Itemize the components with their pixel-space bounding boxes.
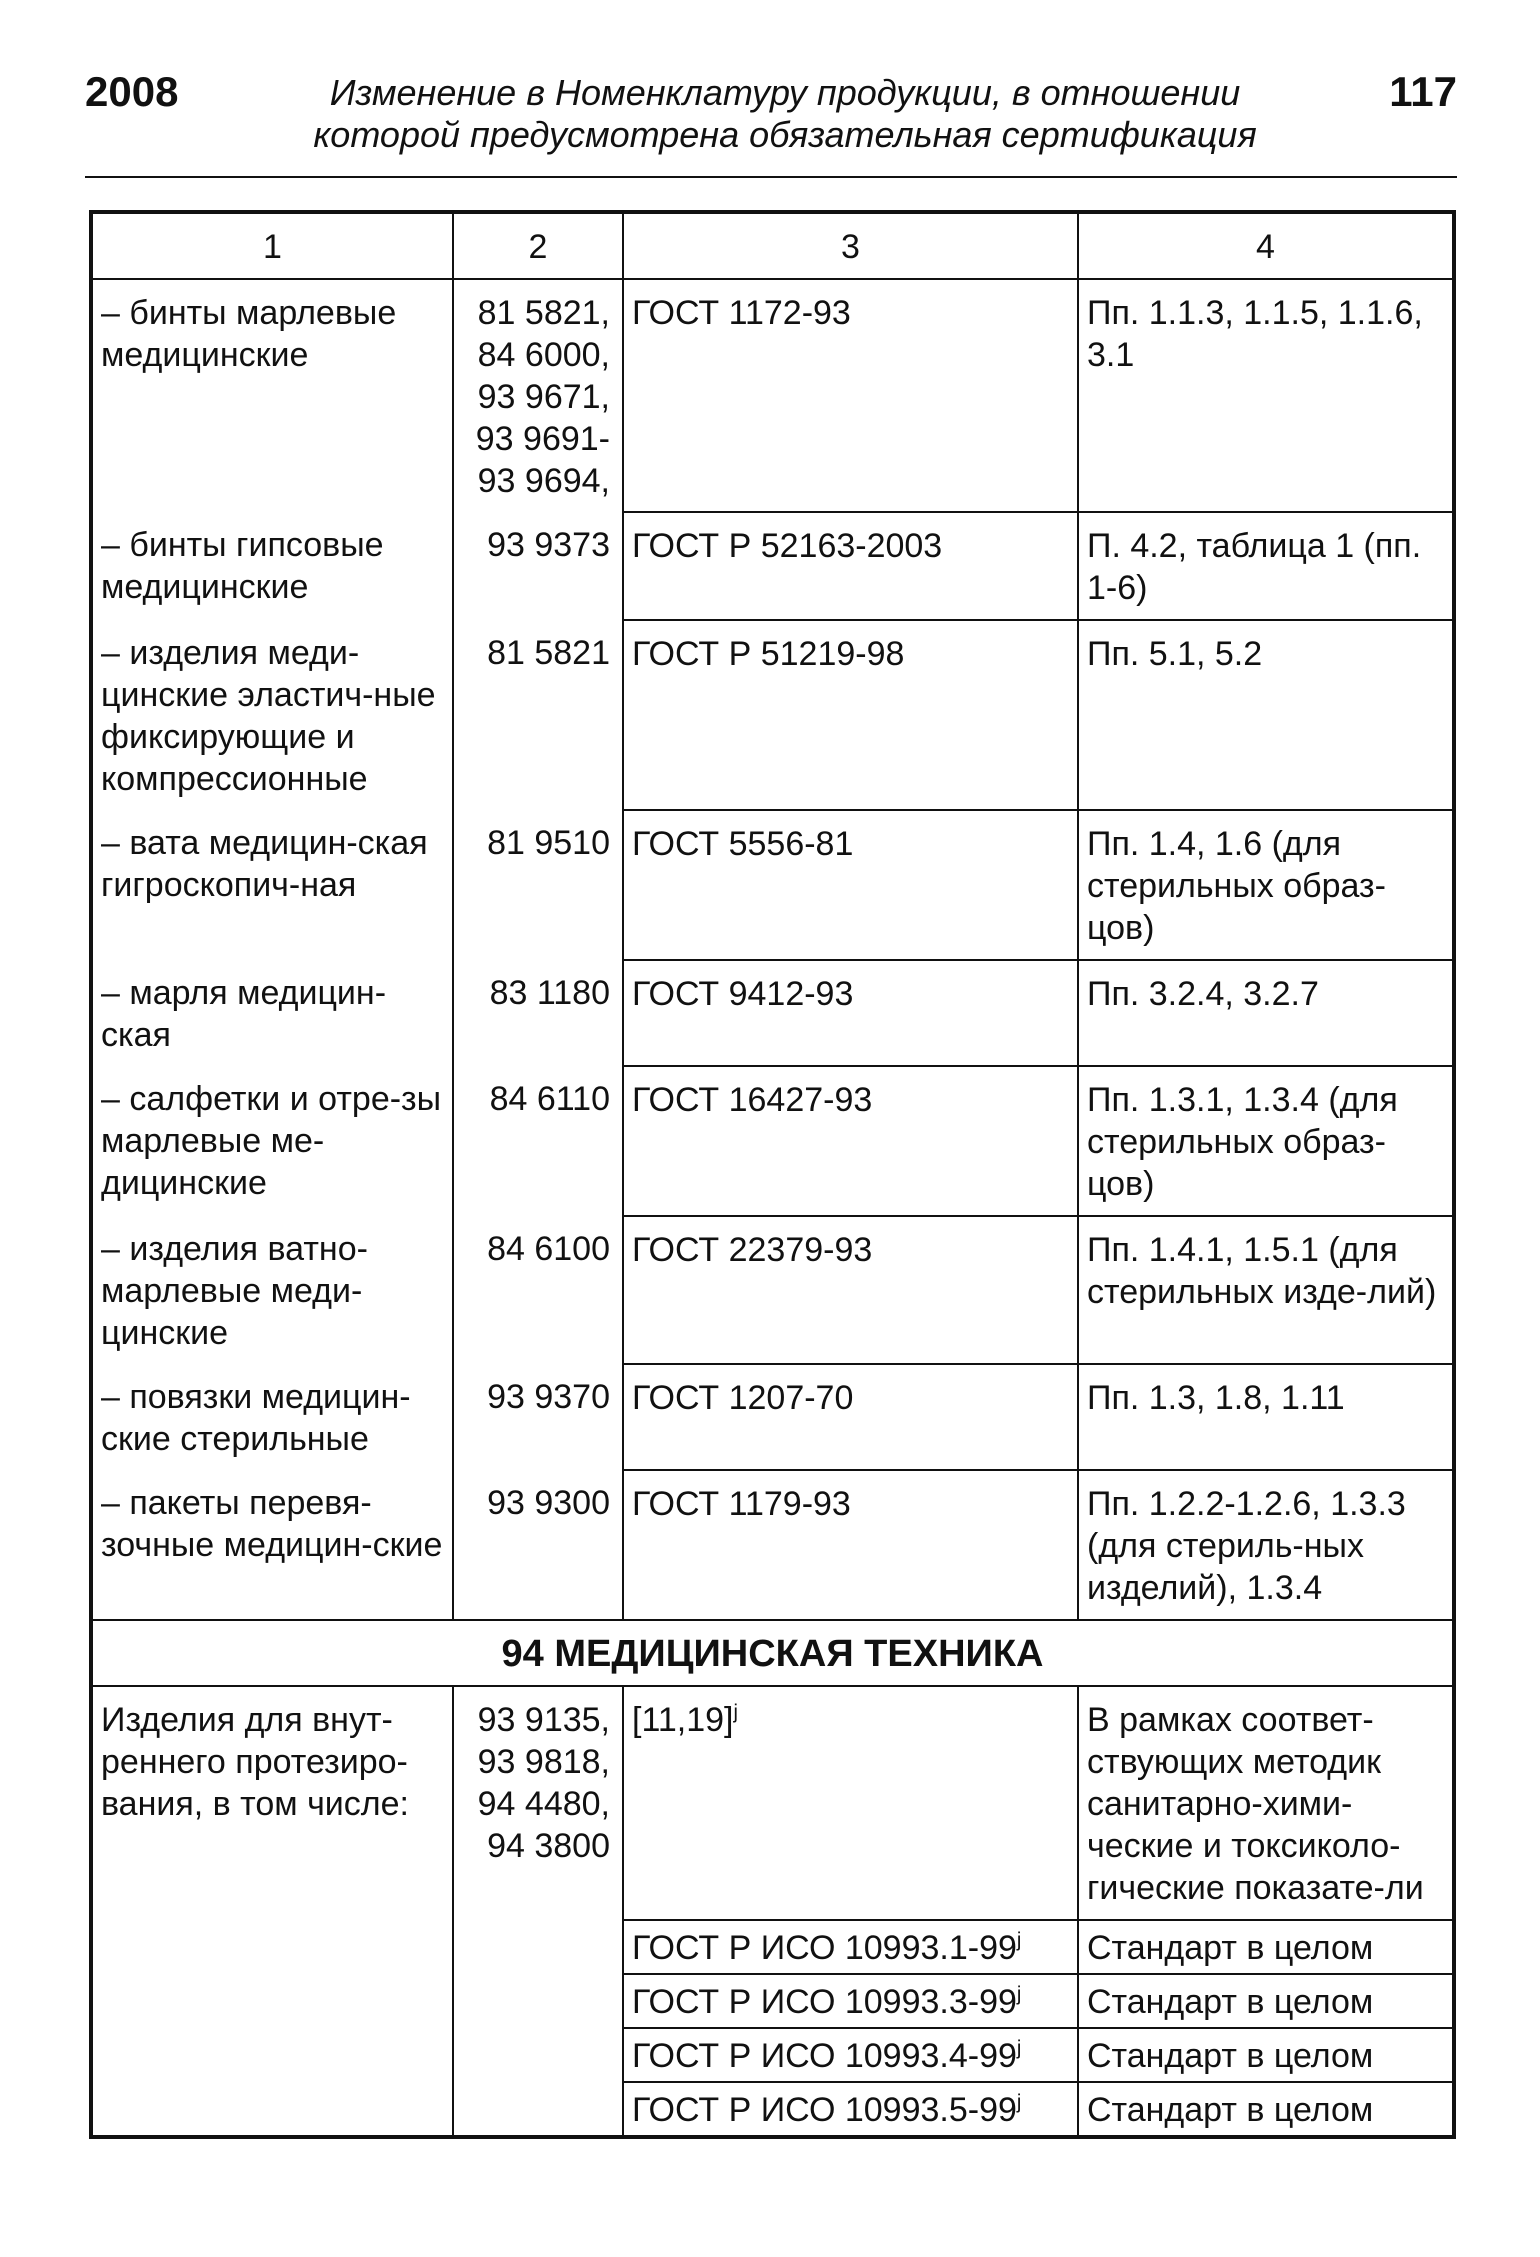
product-code: 81 5821 <box>453 620 623 810</box>
clauses: Стандарт в целом <box>1078 1974 1454 2028</box>
product-code: 93 9300 <box>453 1470 623 1620</box>
product-code: 93 9373 <box>453 512 623 620</box>
col-header-1: 1 <box>91 212 453 279</box>
table-row <box>91 1470 1454 1620</box>
footnote-mark: j <box>1016 1983 1022 2006</box>
col-header-3: 3 <box>623 212 1078 279</box>
standard <box>623 2028 1078 2082</box>
clauses: Пп. 1.3.1, 1.3.4 (для стерильных образ-цов) <box>1078 1066 1454 1216</box>
standard-ref: ГОСТ Р ИСО 10993.5-99 <box>632 2091 1017 2129</box>
product-name: Изделия для внут-реннего протезиро-вания, в том числе: <box>91 1686 453 2137</box>
clauses: Стандарт в целом <box>1078 2028 1454 2082</box>
standard: ГОСТ 1207-70 <box>623 1364 1078 1470</box>
standard <box>623 2082 1078 2137</box>
product-name: – повязки медицин-ские стерильные <box>91 1364 453 1470</box>
standard: ГОСТ 5556-81 <box>623 810 1078 960</box>
clauses: Пп. 5.1, 5.2 <box>1078 620 1454 810</box>
table-row <box>91 1686 1454 1920</box>
standard-ref: ГОСТ Р ИСО 10993.4-99 <box>632 2037 1017 2075</box>
product-code: 81 5821, 84 6000, 93 9671, 93 9691- 93 9694, <box>453 279 623 512</box>
clauses: Пп. 1.2.2-1.2.6, 1.3.3 (для стериль-ных изделий), 1.3.4 <box>1078 1470 1454 1620</box>
clauses: Пп. 1.4.1, 1.5.1 (для стерильных изде-лий) <box>1078 1216 1454 1364</box>
product-code: 93 9370 <box>453 1364 623 1470</box>
section-heading-row <box>91 1620 1454 1686</box>
product-name: – бинты марлевые медицинские <box>91 279 453 512</box>
page-header <box>85 68 1457 178</box>
standard: ГОСТ Р 51219-98 <box>623 620 1078 810</box>
clauses: Стандарт в целом <box>1078 1920 1454 1974</box>
col-header-4: 4 <box>1078 212 1454 279</box>
standard-ref: [11,19] <box>632 1701 734 1739</box>
standard <box>623 1920 1078 1974</box>
standard <box>623 1686 1078 1920</box>
title-line-1: Изменение в Номенклатуру продукции, в отношении <box>329 72 1241 113</box>
product-name: – пакеты перевя-зочные медицин-ские <box>91 1470 453 1620</box>
product-code: 84 6110 <box>453 1066 623 1216</box>
footnote-mark: j <box>1016 1929 1022 1952</box>
table-row <box>91 960 1454 1066</box>
table-row <box>91 810 1454 960</box>
product-code: 93 9135, 93 9818, 94 4480, 94 3800 <box>453 1686 623 2137</box>
footnote-mark: j <box>733 1701 738 1724</box>
clauses: Пп. 1.3, 1.8, 1.11 <box>1078 1364 1454 1470</box>
footnote-mark: j <box>1016 2091 1022 2114</box>
certification-table <box>89 210 1456 2139</box>
product-name: – изделия ватно-марлевые меди-цинские <box>91 1216 453 1364</box>
standard: ГОСТ 16427-93 <box>623 1066 1078 1216</box>
footnote-mark: j <box>1016 2037 1022 2060</box>
product-name: – марля медицин-ская <box>91 960 453 1066</box>
product-name: – изделия меди-цинские эластич-ные фиксирующие и компрессионные <box>91 620 453 810</box>
standard-ref: ГОСТ Р ИСО 10993.3-99 <box>632 1983 1017 2021</box>
clauses: Стандарт в целом <box>1078 2082 1454 2137</box>
year: 2008 <box>85 68 179 115</box>
standard: ГОСТ 9412-93 <box>623 960 1078 1066</box>
column-number-row <box>91 212 1454 279</box>
product-name: – бинты гипсовые медицинские <box>91 512 453 620</box>
product-code: 84 6100 <box>453 1216 623 1364</box>
product-name: – салфетки и отре-зы марлевые ме-дицинские <box>91 1066 453 1216</box>
standard: ГОСТ 1179-93 <box>623 1470 1078 1620</box>
table-row <box>91 279 1454 512</box>
table-row <box>91 620 1454 810</box>
product-code: 83 1180 <box>453 960 623 1066</box>
table-row <box>91 512 1454 620</box>
section-title: 94 МЕДИЦИНСКАЯ ТЕХНИКА <box>91 1620 1454 1686</box>
standard: ГОСТ 1172-93 <box>623 279 1078 512</box>
header-rule <box>85 176 1457 178</box>
col-header-2: 2 <box>453 212 623 279</box>
standard <box>623 1974 1078 2028</box>
title-line-2: которой предусмотрена обязательная сертификация <box>313 114 1257 155</box>
clauses: П. 4.2, таблица 1 (пп. 1-6) <box>1078 512 1454 620</box>
clauses: В рамках соответ-ствующих методик санитарно-хими-ческие и токсиколо-гические показате-ли <box>1078 1686 1454 1920</box>
product-name: – вата медицин-ская гигроскопич-ная <box>91 810 453 960</box>
running-title <box>225 72 1345 156</box>
table-row <box>91 1364 1454 1470</box>
standard: ГОСТ Р 52163-2003 <box>623 512 1078 620</box>
standard: ГОСТ 22379-93 <box>623 1216 1078 1364</box>
standard-ref: ГОСТ Р ИСО 10993.1-99 <box>632 1929 1017 1967</box>
page-number: 117 <box>1389 68 1457 115</box>
clauses: Пп. 1.4, 1.6 (для стерильных образ-цов) <box>1078 810 1454 960</box>
clauses: Пп. 1.1.3, 1.1.5, 1.1.6, 3.1 <box>1078 279 1454 512</box>
clauses: Пп. 3.2.4, 3.2.7 <box>1078 960 1454 1066</box>
table-row <box>91 1066 1454 1216</box>
table-row <box>91 1216 1454 1364</box>
product-code: 81 9510 <box>453 810 623 960</box>
